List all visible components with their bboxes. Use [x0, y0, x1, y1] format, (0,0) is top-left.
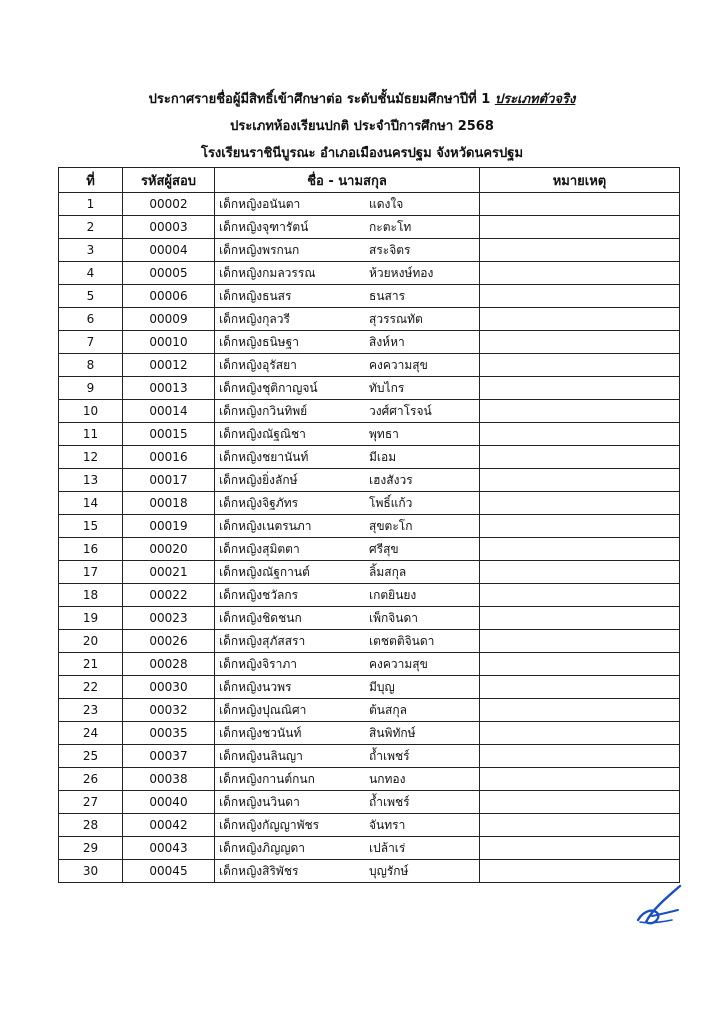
exam-code: 00018: [123, 492, 215, 515]
row-number: 5: [59, 285, 123, 308]
table-row: [59, 561, 680, 584]
last-name: จันทรา: [369, 817, 406, 832]
table-row: [59, 538, 680, 561]
student-name: [215, 561, 480, 584]
row-number: 13: [59, 469, 123, 492]
row-number: 2: [59, 216, 123, 239]
column-header-full-name: ชื่อ - นามสกุล: [215, 168, 480, 193]
table-row: [59, 676, 680, 699]
table-row: [59, 423, 680, 446]
table-row: [59, 745, 680, 768]
last-name: เฮงสังวร: [369, 472, 413, 487]
row-number: 14: [59, 492, 123, 515]
exam-code: 00017: [123, 469, 215, 492]
first-name: เด็กหญิงอุรัสยา: [219, 357, 297, 372]
student-name: [215, 239, 480, 262]
last-name: ถ้ำเพชร์: [369, 794, 410, 809]
first-name: เด็กหญิงณัฐณิชา: [219, 426, 306, 441]
student-name: [215, 653, 480, 676]
exam-code: 00032: [123, 699, 215, 722]
exam-code: 00028: [123, 653, 215, 676]
student-name: [215, 400, 480, 423]
last-name: ห้วยหงษ์ทอง: [369, 265, 434, 280]
student-name: [215, 216, 480, 239]
exam-code: 00022: [123, 584, 215, 607]
student-name: [215, 722, 480, 745]
last-name: คงความสุข: [369, 357, 428, 372]
student-name: [215, 699, 480, 722]
table-row: [59, 607, 680, 630]
last-name: เพ็กจินดา: [369, 610, 419, 625]
first-name: เด็กหญิงชวัลกร: [219, 587, 299, 602]
remarks-cell: [480, 492, 680, 515]
column-header-remarks: หมายเหตุ: [480, 168, 680, 193]
table-row: [59, 722, 680, 745]
table-header-row: [59, 168, 680, 193]
remarks-cell: [480, 630, 680, 653]
remarks-cell: [480, 239, 680, 262]
last-name: คงความสุข: [369, 656, 428, 671]
student-name: [215, 515, 480, 538]
first-name: เด็กหญิงชยานันท์: [219, 449, 309, 464]
exam-code: 00015: [123, 423, 215, 446]
last-name: สุวรรณทัต: [369, 311, 423, 326]
first-name: เด็กหญิงเนตรนภา: [219, 518, 312, 533]
remarks-cell: [480, 699, 680, 722]
exam-code: 00023: [123, 607, 215, 630]
remarks-cell: [480, 423, 680, 446]
remarks-cell: [480, 584, 680, 607]
first-name: เด็กหญิงนวินดา: [219, 794, 300, 809]
student-name: [215, 538, 480, 561]
remarks-cell: [480, 308, 680, 331]
last-name: พุทธา: [369, 426, 399, 441]
last-name: เปล้าเร่: [369, 840, 406, 855]
student-name: [215, 331, 480, 354]
table-row: [59, 446, 680, 469]
student-name: [215, 745, 480, 768]
table-row: [59, 400, 680, 423]
row-number: 16: [59, 538, 123, 561]
first-name: เด็กหญิงจิฐภัทร: [219, 495, 299, 510]
row-number: 9: [59, 377, 123, 400]
first-name: เด็กหญิงจุฑารัตน์: [219, 219, 309, 234]
student-name: [215, 446, 480, 469]
row-number: 18: [59, 584, 123, 607]
table-row: [59, 653, 680, 676]
remarks-cell: [480, 768, 680, 791]
first-name: เด็กหญิงกุลวรี: [219, 311, 290, 326]
table-row: [59, 584, 680, 607]
first-name: เด็กหญิงกมลวรรณ: [219, 265, 316, 280]
admission-category: ประเภทตัวจริง: [494, 92, 576, 107]
exam-code: 00002: [123, 193, 215, 216]
row-number: 3: [59, 239, 123, 262]
table-body: [59, 193, 680, 883]
student-name: [215, 377, 480, 400]
student-name: [215, 423, 480, 446]
remarks-cell: [480, 538, 680, 561]
last-name: สินพิทักษ์: [369, 725, 416, 740]
exam-code: 00019: [123, 515, 215, 538]
table-row: [59, 262, 680, 285]
exam-code: 00010: [123, 331, 215, 354]
row-number: 26: [59, 768, 123, 791]
last-name: กะตะโท: [369, 219, 412, 234]
row-number: 20: [59, 630, 123, 653]
last-name: เตชตติจินดา: [369, 633, 435, 648]
exam-code: 00040: [123, 791, 215, 814]
table-row: [59, 860, 680, 883]
remarks-cell: [480, 331, 680, 354]
last-name: ทับไกร: [369, 380, 405, 395]
first-name: เด็กหญิงปุณณิศา: [219, 702, 307, 717]
exam-code: 00014: [123, 400, 215, 423]
last-name: โพธิ์แก้ว: [369, 495, 413, 510]
first-name: เด็กหญิงภิญญดา: [219, 840, 306, 855]
last-name: สระจิตร: [369, 242, 411, 257]
row-number: 12: [59, 446, 123, 469]
row-number: 7: [59, 331, 123, 354]
row-number: 25: [59, 745, 123, 768]
last-name: เกตยินยง: [369, 587, 417, 602]
student-name: [215, 814, 480, 837]
exam-code: 00004: [123, 239, 215, 262]
school-name-line: โรงเรียนราชินีบูรณะ อำเภอเมืองนครปฐม จังหวัดนครปฐม: [200, 146, 524, 161]
row-number: 27: [59, 791, 123, 814]
row-number: 8: [59, 354, 123, 377]
exam-code: 00043: [123, 837, 215, 860]
table-row: [59, 699, 680, 722]
student-name: [215, 354, 480, 377]
table-row: [59, 308, 680, 331]
last-name: บุญรักษ์: [369, 863, 409, 878]
exam-code: 00038: [123, 768, 215, 791]
first-name: เด็กหญิงชุติกาญจน์: [219, 380, 318, 395]
last-name: สุขตะโก: [369, 518, 413, 533]
student-name: [215, 768, 480, 791]
table-row: [59, 768, 680, 791]
first-name: เด็กหญิงชิดชนก: [219, 610, 302, 625]
last-name: มีเอม: [369, 449, 397, 464]
row-number: 21: [59, 653, 123, 676]
remarks-cell: [480, 561, 680, 584]
exam-code: 00013: [123, 377, 215, 400]
table-row: [59, 193, 680, 216]
first-name: เด็กหญิงกัญญาพัชร: [219, 817, 320, 832]
first-name: เด็กหญิงชวนันท์: [219, 725, 302, 740]
exam-code: 00020: [123, 538, 215, 561]
student-name: [215, 469, 480, 492]
remarks-cell: [480, 354, 680, 377]
remarks-cell: [480, 216, 680, 239]
exam-code: 00037: [123, 745, 215, 768]
student-name: [215, 607, 480, 630]
remarks-cell: [480, 469, 680, 492]
row-number: 17: [59, 561, 123, 584]
last-name: วงศ์ศาโรจน์: [369, 403, 432, 418]
table-row: [59, 492, 680, 515]
last-name: ศรีสุข: [369, 541, 399, 556]
remarks-cell: [480, 515, 680, 538]
table-row: [59, 331, 680, 354]
last-name: ถ้ำเพชร์: [369, 748, 410, 763]
row-number: 28: [59, 814, 123, 837]
remarks-cell: [480, 791, 680, 814]
first-name: เด็กหญิงจิราภา: [219, 656, 298, 671]
remarks-cell: [480, 676, 680, 699]
remarks-cell: [480, 446, 680, 469]
table-row: [59, 791, 680, 814]
student-name: [215, 285, 480, 308]
remarks-cell: [480, 837, 680, 860]
remarks-cell: [480, 285, 680, 308]
exam-code: 00005: [123, 262, 215, 285]
remarks-cell: [480, 722, 680, 745]
table-row: [59, 377, 680, 400]
column-header-number: ที่: [59, 168, 123, 193]
first-name: เด็กหญิงสิริพัชร: [219, 863, 299, 878]
announcement-title-main: ประกาศรายชื่อผู้มีสิทธิ์เข้าศึกษาต่อ ระดับชั้นมัธยมศึกษาปีที่ 1: [148, 92, 491, 107]
remarks-cell: [480, 607, 680, 630]
student-name: [215, 791, 480, 814]
first-name: เด็กหญิงนลินญา: [219, 748, 303, 763]
row-number: 30: [59, 860, 123, 883]
table-row: [59, 354, 680, 377]
row-number: 22: [59, 676, 123, 699]
first-name: เด็กหญิงธนิษฐา: [219, 334, 299, 349]
table-row: [59, 216, 680, 239]
exam-code: 00006: [123, 285, 215, 308]
first-name: เด็กหญิงยิ่งลักษ์: [219, 472, 298, 487]
first-name: เด็กหญิงพรกนก: [219, 242, 300, 257]
student-name: [215, 860, 480, 883]
exam-code: 00045: [123, 860, 215, 883]
table-row: [59, 814, 680, 837]
exam-code: 00042: [123, 814, 215, 837]
row-number: 23: [59, 699, 123, 722]
table-row: [59, 515, 680, 538]
table-row: [59, 469, 680, 492]
row-number: 19: [59, 607, 123, 630]
last-name: ต้นสกุล: [369, 702, 407, 717]
signature-mark: [632, 880, 684, 930]
remarks-cell: [480, 262, 680, 285]
exam-code: 00030: [123, 676, 215, 699]
row-number: 29: [59, 837, 123, 860]
first-name: เด็กหญิงนวพร: [219, 679, 292, 694]
row-number: 11: [59, 423, 123, 446]
remarks-cell: [480, 400, 680, 423]
row-number: 15: [59, 515, 123, 538]
student-name: [215, 584, 480, 607]
exam-code: 00026: [123, 630, 215, 653]
row-number: 1: [59, 193, 123, 216]
table-row: [59, 630, 680, 653]
row-number: 10: [59, 400, 123, 423]
first-name: เด็กหญิงกานต์กนก: [219, 771, 315, 786]
table-row: [59, 285, 680, 308]
first-name: เด็กหญิงอนันตา: [219, 196, 301, 211]
row-number: 4: [59, 262, 123, 285]
remarks-cell: [480, 814, 680, 837]
first-name: เด็กหญิงกวินทิพย์: [219, 403, 308, 418]
table-row: [59, 239, 680, 262]
exam-code: 00016: [123, 446, 215, 469]
student-name: [215, 676, 480, 699]
exam-code: 00009: [123, 308, 215, 331]
first-name: เด็กหญิงสุภัสสรา: [219, 633, 306, 648]
student-name: [215, 262, 480, 285]
exam-code: 00021: [123, 561, 215, 584]
last-name: มีบุญ: [369, 679, 395, 694]
last-name: แดงใจ: [369, 196, 404, 211]
remarks-cell: [480, 745, 680, 768]
exam-code: 00012: [123, 354, 215, 377]
last-name: นกทอง: [369, 771, 406, 786]
remarks-cell: [480, 653, 680, 676]
announcement-title: [0, 88, 724, 109]
exam-code: 00035: [123, 722, 215, 745]
last-name: ธนสาร: [369, 288, 406, 303]
student-name: [215, 630, 480, 653]
exam-code: 00003: [123, 216, 215, 239]
student-name: [215, 308, 480, 331]
column-header-exam-code: รหัสผู้สอบ: [123, 168, 215, 193]
first-name: เด็กหญิงณัฐกานต์: [219, 564, 310, 579]
student-name: [215, 193, 480, 216]
last-name: ลิ้มสกุล: [369, 564, 407, 579]
classroom-type-line: ประเภทห้องเรียนปกติ ประจำปีการศึกษา 2568: [230, 119, 494, 134]
remarks-cell: [480, 193, 680, 216]
table-row: [59, 837, 680, 860]
first-name: เด็กหญิงธนสร: [219, 288, 292, 303]
first-name: เด็กหญิงสุมิตตา: [219, 541, 300, 556]
row-number: 24: [59, 722, 123, 745]
last-name: สิงห์หา: [369, 334, 405, 349]
row-number: 6: [59, 308, 123, 331]
remarks-cell: [480, 377, 680, 400]
student-name: [215, 492, 480, 515]
admission-list-table: [58, 167, 680, 883]
student-name: [215, 837, 480, 860]
